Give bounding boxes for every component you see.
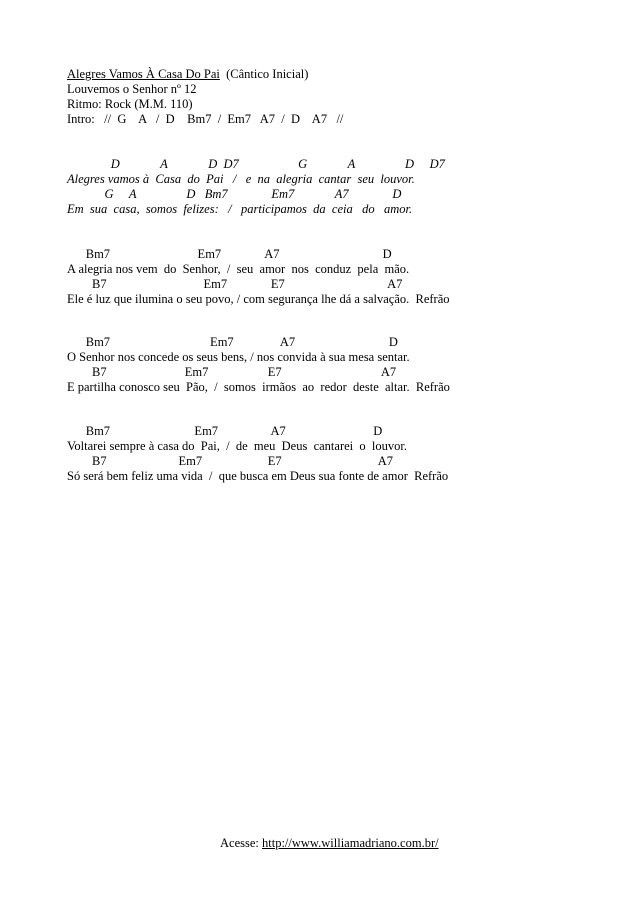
verse2-lyric-2: E partilha conosco seu Pão, / somos irmãos ao redor deste altar. Refrão: [67, 380, 450, 394]
verse2-lyric-1: O Senhor nos concede os seus bens, / nos convida à sua mesa sentar.: [67, 350, 410, 364]
chorus-chords-1: D A D D7 G A D D7: [67, 157, 445, 171]
verse3-lyric-1: Voltarei sempre à casa do Pai, / de meu Deus cantarei o louvor.: [67, 439, 407, 453]
verse1-chords-1: Bm7 Em7 A7 D: [67, 247, 392, 261]
song-subtitle: (Cântico Inicial): [219, 67, 309, 81]
chorus-lyric-2: Em sua casa, somos felizes: / participamos da ceia do amor.: [67, 202, 413, 216]
song-title: Alegres Vamos À Casa Do Pai: [67, 67, 220, 81]
verse2-chords-2: B7 Em7 E7 A7: [67, 365, 397, 379]
footer-label: Acesse:: [220, 836, 262, 850]
song-title-line: [67, 67, 308, 82]
verse1-chords-2: B7 Em7 E7 A7: [67, 277, 403, 291]
verse3-lyric-2: Só será bem feliz uma vida / que busca em Deus sua fonte de amor Refrão: [67, 469, 449, 483]
footer-link[interactable]: http://www.williamadriano.com.br/: [262, 836, 439, 850]
verse3-chords-2: B7 Em7 E7 A7: [67, 454, 394, 468]
verse2-chords-1: Bm7 Em7 A7 D: [67, 335, 398, 349]
verse1-lyric-2: Ele é luz que ilumina o seu povo, / com segurança lhe dá a salvação. Refrão: [67, 292, 450, 306]
songbook-reference: Louvemos o Senhor nº 12: [67, 82, 197, 96]
verse1-lyric-1: A alegria nos vem do Senhor, / seu amor nos conduz pela mão.: [67, 262, 410, 276]
verse3-chords-1: Bm7 Em7 A7 D: [67, 424, 383, 438]
chorus-chords-2: G A D Bm7 Em7 A7 D: [67, 187, 402, 201]
footer: [220, 836, 439, 851]
chorus-lyric-1: Alegres vamos à Casa do Pai / e na alegria cantar seu louvor.: [67, 172, 415, 186]
intro-chords: Intro: // G A / D Bm7 / Em7 A7 / D A7 //: [67, 112, 344, 126]
rhythm-info: Ritmo: Rock (M.M. 110): [67, 97, 193, 111]
